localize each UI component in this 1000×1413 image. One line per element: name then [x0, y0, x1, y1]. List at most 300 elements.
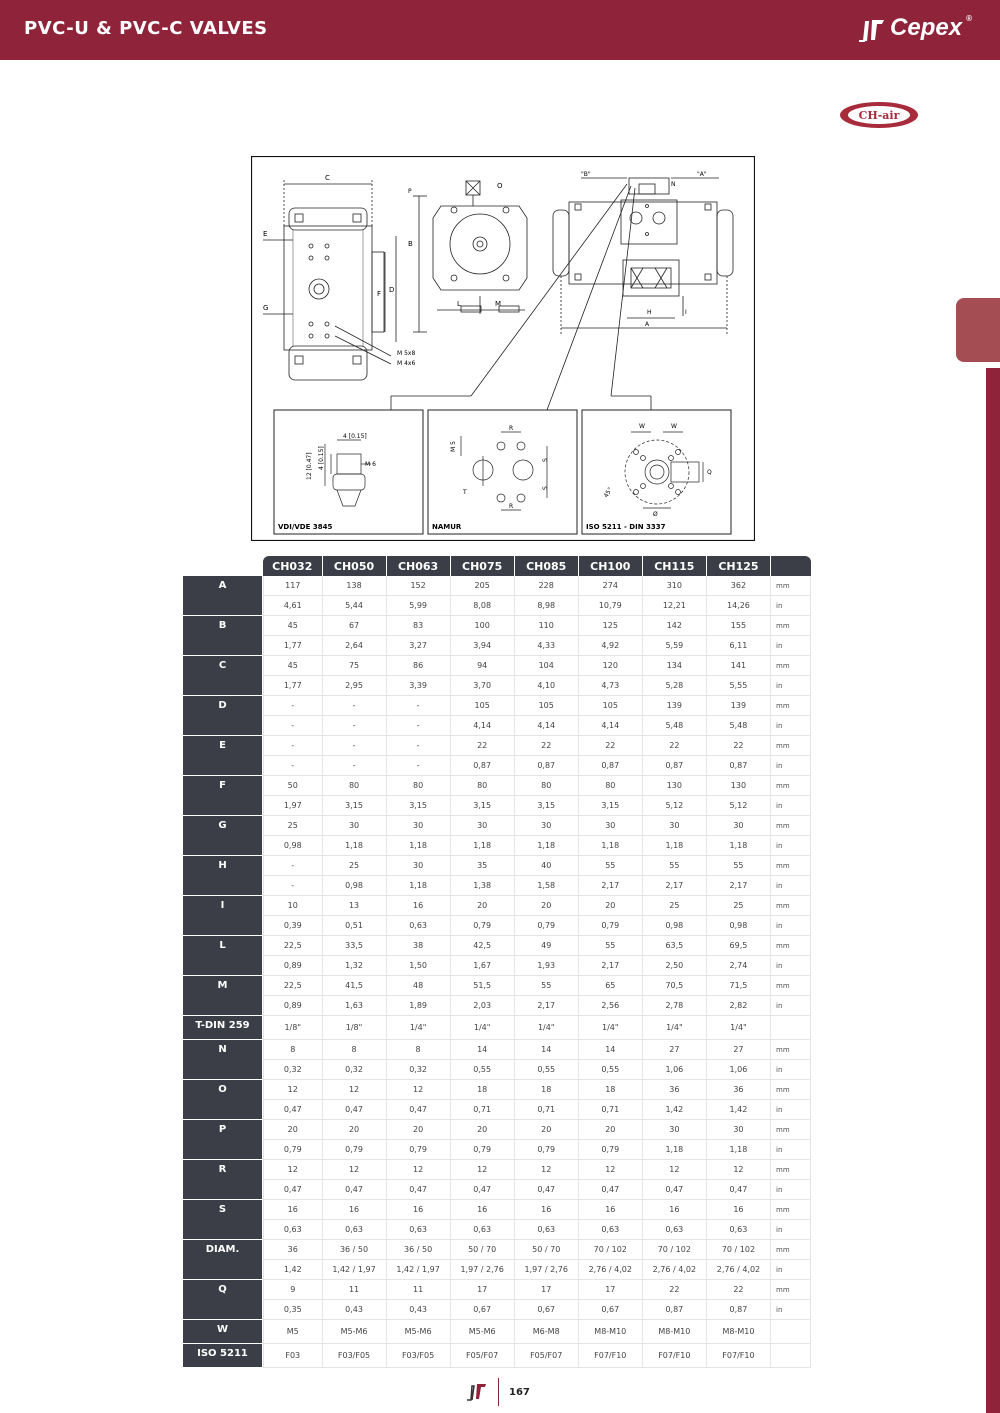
- table-cell: 1,18: [387, 836, 451, 856]
- table-cell: 12: [323, 1160, 387, 1180]
- table-cell: 13: [323, 896, 387, 916]
- row-label: B: [183, 616, 263, 656]
- table-cell: 25: [707, 896, 771, 916]
- table-cell: 12: [263, 1160, 323, 1180]
- table-cell: 80: [323, 776, 387, 796]
- table-cell: F05/F07: [451, 1344, 515, 1368]
- table-cell: 205: [451, 576, 515, 596]
- table-row: [183, 1344, 811, 1368]
- table-cell: 1/4": [387, 1016, 451, 1040]
- table-cell: 1,77: [263, 676, 323, 696]
- table-cell: 11: [387, 1280, 451, 1300]
- table-cell: 1,58: [515, 876, 579, 896]
- table-cell: 41,5: [323, 976, 387, 996]
- table-cell: 139: [707, 696, 771, 716]
- unit-cell: in: [771, 916, 811, 936]
- table-cell: 0,87: [579, 756, 643, 776]
- table-cell: 20: [515, 896, 579, 916]
- table-cell: 17: [451, 1280, 515, 1300]
- table-cell: 110: [515, 616, 579, 636]
- unit-cell: mm: [771, 1280, 811, 1300]
- table-cell: 0,71: [579, 1100, 643, 1120]
- table-cell: 12: [515, 1160, 579, 1180]
- unit-cell: mm: [771, 576, 811, 596]
- table-cell: 80: [515, 776, 579, 796]
- row-label: ISO 5211: [183, 1344, 263, 1368]
- table-cell: 22: [515, 736, 579, 756]
- label-m5x8: M 5x8: [397, 350, 416, 357]
- table-cell: 2,17: [515, 996, 579, 1016]
- table-row: [183, 1240, 811, 1260]
- table-cell: 4,14: [579, 716, 643, 736]
- table-cell: 155: [707, 616, 771, 636]
- table-cell: 16: [579, 1200, 643, 1220]
- table-cell: 1,18: [515, 836, 579, 856]
- table-cell: 1,89: [387, 996, 451, 1016]
- table-cell: 36: [263, 1240, 323, 1260]
- table-cell: 10: [263, 896, 323, 916]
- table-cell: 120: [579, 656, 643, 676]
- table-cell: 36 / 50: [323, 1240, 387, 1260]
- table-cell: 2,50: [643, 956, 707, 976]
- table-cell: 2,17: [579, 956, 643, 976]
- row-label: P: [183, 1120, 263, 1160]
- table-cell: 0,89: [263, 996, 323, 1016]
- table-cell: F05/F07: [515, 1344, 579, 1368]
- row-label: T-DIN 259: [183, 1016, 263, 1040]
- dim-label-m: M: [495, 300, 502, 308]
- ch-air-badge: [838, 100, 920, 130]
- table-cell: 1,93: [515, 956, 579, 976]
- table-row: [183, 996, 811, 1016]
- table-cell: 2,03: [451, 996, 515, 1016]
- unit-cell: in: [771, 836, 811, 856]
- unit-cell: in: [771, 1180, 811, 1200]
- table-cell: 16: [263, 1200, 323, 1220]
- iso-q: Q: [707, 469, 712, 476]
- table-cell: 48: [387, 976, 451, 996]
- unit-cell: [771, 1016, 811, 1040]
- iso-w-right: W: [671, 423, 677, 430]
- table-cell: 27: [643, 1040, 707, 1060]
- table-cell: 14: [515, 1040, 579, 1060]
- unit-cell: mm: [771, 1040, 811, 1060]
- table-cell: 0,67: [515, 1300, 579, 1320]
- table-cell: 0,87: [707, 756, 771, 776]
- registered-mark: ®: [966, 14, 972, 23]
- table-cell: 1/4": [451, 1016, 515, 1040]
- table-cell: 2,78: [643, 996, 707, 1016]
- table-row: [183, 576, 811, 596]
- table-row: [183, 1220, 811, 1240]
- table-cell: 16: [515, 1200, 579, 1220]
- table-cell: 0,47: [579, 1180, 643, 1200]
- table-cell: 30: [515, 816, 579, 836]
- table-cell: 1,77: [263, 636, 323, 656]
- table-cell: 1,42: [643, 1100, 707, 1120]
- table-cell: 4,10: [515, 676, 579, 696]
- table-cell: 36: [643, 1080, 707, 1100]
- table-row: [183, 1080, 811, 1100]
- row-label: S: [183, 1200, 263, 1240]
- cepex-mark-small-icon: [466, 1383, 488, 1401]
- section-tab: [956, 298, 1000, 362]
- table-cell: 2,17: [579, 876, 643, 896]
- namur-r-top: R: [509, 425, 514, 432]
- table-cell: 4,61: [263, 596, 323, 616]
- vdi-dim-1: 4 [0.15]: [343, 433, 367, 440]
- table-cell: 1,42: [263, 1260, 323, 1280]
- table-cell: 130: [707, 776, 771, 796]
- table-cell: 0,79: [451, 916, 515, 936]
- table-cell: 0,79: [263, 1140, 323, 1160]
- table-cell: 1,18: [323, 836, 387, 856]
- table-cell: 139: [643, 696, 707, 716]
- table-row: [183, 1200, 811, 1220]
- table-cell: 40: [515, 856, 579, 876]
- table-cell: M5: [263, 1320, 323, 1344]
- table-row: [183, 736, 811, 756]
- table-cell: 100: [451, 616, 515, 636]
- table-cell: 0,47: [323, 1100, 387, 1120]
- table-cell: 4,92: [579, 636, 643, 656]
- table-row: [183, 896, 811, 916]
- table-cell: 1,97: [263, 796, 323, 816]
- table-cell: 6,11: [707, 636, 771, 656]
- namur-detail-box: [428, 410, 577, 534]
- table-cell: 0,79: [515, 1140, 579, 1160]
- table-cell: 30: [323, 816, 387, 836]
- header-corner: [183, 556, 263, 576]
- table-row: [183, 1016, 811, 1040]
- table-cell: 1/4": [643, 1016, 707, 1040]
- table-cell: 0,32: [263, 1060, 323, 1080]
- table-cell: 45: [263, 656, 323, 676]
- table-cell: 0,47: [387, 1100, 451, 1120]
- footer-divider: [498, 1378, 499, 1406]
- unit-cell: in: [771, 1140, 811, 1160]
- table-cell: 12,21: [643, 596, 707, 616]
- table-cell: 1,42: [707, 1100, 771, 1120]
- table-cell: 63,5: [643, 936, 707, 956]
- row-label: G: [183, 816, 263, 856]
- table-cell: 1,18: [643, 1140, 707, 1160]
- brand-logo: [858, 14, 972, 42]
- table-cell: 14: [451, 1040, 515, 1060]
- column-header-ch075: CH075: [451, 556, 515, 576]
- table-cell: 1,63: [323, 996, 387, 1016]
- table-cell: 1,06: [643, 1060, 707, 1080]
- table-cell: F03: [263, 1344, 323, 1368]
- table-row: [183, 1320, 811, 1344]
- table-cell: 2,64: [323, 636, 387, 656]
- table-cell: 8,98: [515, 596, 579, 616]
- table-cell: 2,76 / 4,02: [579, 1260, 643, 1280]
- table-cell: 0,63: [387, 1220, 451, 1240]
- table-cell: 10,79: [579, 596, 643, 616]
- table-cell: 105: [579, 696, 643, 716]
- row-label: W: [183, 1320, 263, 1344]
- dimensions-table: [183, 556, 811, 1368]
- table-cell: 70 / 102: [579, 1240, 643, 1260]
- unit-cell: mm: [771, 656, 811, 676]
- iso-caption: ISO 5211 - DIN 3337: [586, 523, 666, 531]
- iso-diam: Ø: [653, 511, 658, 518]
- table-cell: 38: [387, 936, 451, 956]
- dim-label-a: A: [645, 321, 650, 328]
- table-cell: 30: [451, 816, 515, 836]
- table-cell: 0,98: [323, 876, 387, 896]
- table-cell: 130: [643, 776, 707, 796]
- table-cell: F07/F10: [579, 1344, 643, 1368]
- table-cell: 0,47: [263, 1180, 323, 1200]
- table-cell: 50 / 70: [451, 1240, 515, 1260]
- table-cell: 45: [263, 616, 323, 636]
- table-cell: 86: [387, 656, 451, 676]
- table-cell: 17: [515, 1280, 579, 1300]
- table-cell: 55: [643, 856, 707, 876]
- table-cell: 0,87: [451, 756, 515, 776]
- table-cell: -: [263, 716, 323, 736]
- unit-cell: mm: [771, 776, 811, 796]
- table-cell: 1,42 / 1,97: [387, 1260, 451, 1280]
- column-header-ch100: CH100: [579, 556, 643, 576]
- table-cell: 0,43: [323, 1300, 387, 1320]
- table-cell: 20: [515, 1120, 579, 1140]
- table-cell: 55: [515, 976, 579, 996]
- table-cell: 33,5: [323, 936, 387, 956]
- table-cell: 0,32: [323, 1060, 387, 1080]
- column-header-ch063: CH063: [387, 556, 451, 576]
- side-accent-bar: [986, 368, 1000, 1413]
- table-cell: 0,63: [263, 1220, 323, 1240]
- column-header-ch032: CH032: [263, 556, 323, 576]
- table-cell: 22: [579, 736, 643, 756]
- table-cell: M8-M10: [707, 1320, 771, 1344]
- table-cell: 1,97 / 2,76: [515, 1260, 579, 1280]
- table-cell: 20: [451, 896, 515, 916]
- unit-cell: [771, 1320, 811, 1344]
- table-cell: 5,48: [643, 716, 707, 736]
- unit-cell: in: [771, 796, 811, 816]
- row-label: R: [183, 1160, 263, 1200]
- table-cell: F07/F10: [643, 1344, 707, 1368]
- unit-cell: mm: [771, 1160, 811, 1180]
- table-cell: 0,87: [515, 756, 579, 776]
- unit-cell: mm: [771, 936, 811, 956]
- table-cell: 25: [323, 856, 387, 876]
- table-cell: 12: [451, 1160, 515, 1180]
- table-cell: 50: [263, 776, 323, 796]
- row-label: Q: [183, 1280, 263, 1320]
- table-cell: 8,08: [451, 596, 515, 616]
- table-cell: 1,18: [579, 836, 643, 856]
- table-cell: 30: [707, 816, 771, 836]
- table-cell: 8: [263, 1040, 323, 1060]
- unit-cell: in: [771, 756, 811, 776]
- table-row: [183, 1120, 811, 1140]
- table-cell: 50 / 70: [515, 1240, 579, 1260]
- table-row: [183, 1160, 811, 1180]
- dim-label-p: P: [408, 188, 412, 195]
- table-cell: 1,18: [643, 836, 707, 856]
- table-cell: 152: [387, 576, 451, 596]
- table-cell: 0,39: [263, 916, 323, 936]
- table-cell: 1/4": [515, 1016, 579, 1040]
- unit-cell: in: [771, 1060, 811, 1080]
- table-cell: -: [387, 756, 451, 776]
- unit-cell: in: [771, 1300, 811, 1320]
- table-cell: 94: [451, 656, 515, 676]
- brand-name: Cepex: [890, 14, 963, 41]
- namur-s-bottom: S: [542, 486, 549, 490]
- table-cell: 5,28: [643, 676, 707, 696]
- table-cell: 20: [579, 896, 643, 916]
- dim-label-e: E: [263, 230, 268, 238]
- dimensions-table-body: [183, 576, 811, 1368]
- table-cell: 0,63: [579, 1220, 643, 1240]
- table-cell: 105: [515, 696, 579, 716]
- row-label: A: [183, 576, 263, 616]
- table-cell: 0,47: [323, 1180, 387, 1200]
- table-cell: F03/F05: [323, 1344, 387, 1368]
- table-cell: 22: [707, 1280, 771, 1300]
- table-cell: 0,47: [643, 1180, 707, 1200]
- table-cell: 141: [707, 656, 771, 676]
- table-cell: 362: [707, 576, 771, 596]
- table-cell: 3,15: [515, 796, 579, 816]
- table-cell: F03/F05: [387, 1344, 451, 1368]
- table-row: [183, 676, 811, 696]
- row-label: N: [183, 1040, 263, 1080]
- table-cell: 2,17: [707, 876, 771, 896]
- table-cell: 22: [643, 736, 707, 756]
- unit-column-header: [771, 556, 811, 576]
- table-cell: 0,67: [579, 1300, 643, 1320]
- table-row: [183, 616, 811, 636]
- vdi-thread: M 6: [365, 461, 376, 468]
- table-cell: 70 / 102: [643, 1240, 707, 1260]
- table-row: [183, 1040, 811, 1060]
- table-cell: 18: [579, 1080, 643, 1100]
- table-row: [183, 1100, 811, 1120]
- table-cell: -: [263, 756, 323, 776]
- table-cell: 0,63: [323, 1220, 387, 1240]
- table-cell: -: [263, 696, 323, 716]
- table-cell: 2,56: [579, 996, 643, 1016]
- ch-air-label: CH-air: [858, 109, 900, 122]
- dim-label-h: H: [647, 309, 652, 316]
- table-cell: 75: [323, 656, 387, 676]
- unit-cell: in: [771, 956, 811, 976]
- table-cell: 16: [323, 1200, 387, 1220]
- column-header-ch125: CH125: [707, 556, 771, 576]
- table-cell: M6-M8: [515, 1320, 579, 1344]
- header-bar: [0, 0, 1000, 60]
- unit-cell: mm: [771, 616, 811, 636]
- table-cell: 36 / 50: [387, 1240, 451, 1260]
- table-cell: 1,18: [451, 836, 515, 856]
- table-cell: 3,15: [323, 796, 387, 816]
- table-cell: 8: [323, 1040, 387, 1060]
- table-cell: 3,70: [451, 676, 515, 696]
- iso-angle: 45°: [602, 486, 615, 499]
- table-cell: 30: [387, 816, 451, 836]
- table-cell: M5-M6: [387, 1320, 451, 1344]
- table-cell: 2,76 / 4,02: [707, 1260, 771, 1280]
- table-cell: 30: [707, 1120, 771, 1140]
- table-cell: 12: [387, 1080, 451, 1100]
- table-cell: 3,15: [387, 796, 451, 816]
- table-cell: -: [323, 716, 387, 736]
- row-label: F: [183, 776, 263, 816]
- table-cell: 0,63: [643, 1220, 707, 1240]
- header-row: [183, 556, 811, 576]
- table-cell: 30: [643, 1120, 707, 1140]
- table-cell: 0,79: [451, 1140, 515, 1160]
- table-row: [183, 636, 811, 656]
- table-row: [183, 936, 811, 956]
- table-cell: 14: [579, 1040, 643, 1060]
- table-cell: 20: [579, 1120, 643, 1140]
- technical-drawing: [251, 156, 755, 541]
- table-cell: 0,79: [579, 1140, 643, 1160]
- iso-w-left: W: [639, 423, 645, 430]
- table-cell: 3,27: [387, 636, 451, 656]
- table-row: [183, 836, 811, 856]
- table-cell: 310: [643, 576, 707, 596]
- table-cell: 70,5: [643, 976, 707, 996]
- table-cell: 2,95: [323, 676, 387, 696]
- table-cell: 20: [387, 1120, 451, 1140]
- table-cell: 80: [387, 776, 451, 796]
- table-cell: 83: [387, 616, 451, 636]
- table-cell: 0,71: [451, 1100, 515, 1120]
- table-cell: 0,63: [515, 1220, 579, 1240]
- table-cell: 1,38: [451, 876, 515, 896]
- table-cell: -: [263, 736, 323, 756]
- table-cell: 55: [707, 856, 771, 876]
- table-cell: 1,06: [707, 1060, 771, 1080]
- table-cell: 25: [643, 896, 707, 916]
- table-cell: 12: [643, 1160, 707, 1180]
- unit-cell: mm: [771, 736, 811, 756]
- table-cell: 0,89: [263, 956, 323, 976]
- table-cell: 142: [643, 616, 707, 636]
- table-cell: 1,42 / 1,97: [323, 1260, 387, 1280]
- table-cell: 0,47: [387, 1180, 451, 1200]
- column-header-ch085: CH085: [515, 556, 579, 576]
- table-cell: 5,55: [707, 676, 771, 696]
- table-cell: -: [387, 696, 451, 716]
- table-cell: 12: [323, 1080, 387, 1100]
- table-cell: 20: [263, 1120, 323, 1140]
- table-cell: 1,67: [451, 956, 515, 976]
- table-cell: 2,17: [643, 876, 707, 896]
- row-label: M: [183, 976, 263, 1016]
- dim-label-n: N: [671, 181, 676, 188]
- column-header-ch115: CH115: [643, 556, 707, 576]
- unit-cell: mm: [771, 816, 811, 836]
- table-cell: 105: [451, 696, 515, 716]
- table-cell: 0,63: [707, 1220, 771, 1240]
- table-cell: 0,43: [387, 1300, 451, 1320]
- table-cell: 18: [515, 1080, 579, 1100]
- table-cell: 0,47: [263, 1100, 323, 1120]
- table-row: [183, 696, 811, 716]
- unit-cell: [771, 1344, 811, 1368]
- table-cell: 36: [707, 1080, 771, 1100]
